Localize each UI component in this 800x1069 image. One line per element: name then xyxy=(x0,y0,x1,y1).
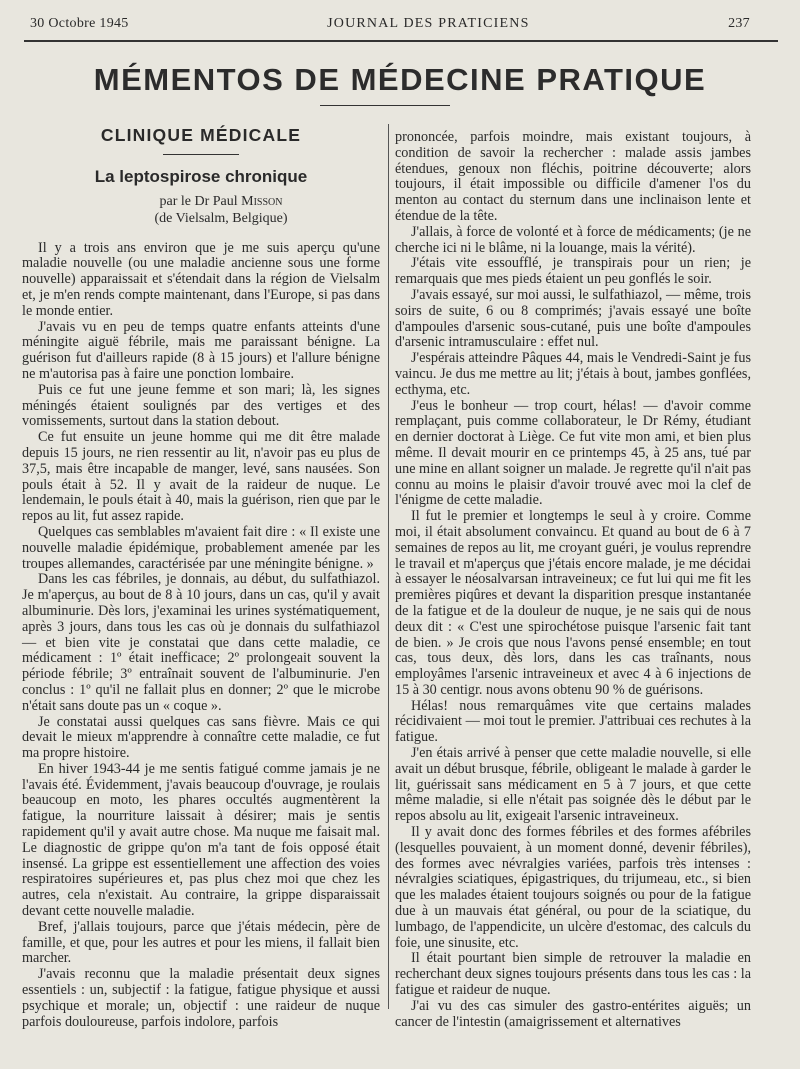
issue-date: 30 Octobre 1945 xyxy=(30,16,129,31)
paragraph: Il était pourtant bien simple de retrouver la maladie en recherchant deux signes toujours présents dans tous les cas : la fatigue et raideur de nuque. xyxy=(395,950,751,999)
journal-name: JOURNAL DES PRATICIENS xyxy=(327,16,530,31)
column-divider xyxy=(388,124,389,1009)
paragraph: J'en étais arrivé à penser que cette maladie nouvelle, si elle avait un début brusque, fébrile, obligeant le malade à garder le lit, guérissait sans médicament en 5 à 7 jours, et que cette même maladie, si elle n'était pas soignée dès le début par le repos absolu au lit, exigeait l'arsenic intraveineux. xyxy=(395,745,751,825)
paragraph: J'avais vu en peu de temps quatre enfants atteints d'une méningite aiguë fébrile, mais me paraissant bénigne. La guérison fut d'ailleurs rapide (8 à 15 jours) et l'allure bénigne ne m'autorisa pas à faire une ponction lombaire. xyxy=(22,318,380,382)
paragraph: Ce fut ensuite un jeune homme qui me dit être malade depuis 15 jours, ne rien ressentir au lit, n'avoir pas eu plus de 37,5, mais être incapable de manger, levé, sans nausées. Son pouls était à 52. Il y avait de la raideur de nuque. Le lendemain, le pouls était à 40, mais la guérison, rien que par le repos au lit, fut assez rapide. xyxy=(22,429,380,525)
paragraph-continued: prononcée, parfois moindre, mais existant toujours, à condition de savoir la rechercher : malade assis jambes étendues, genoux non fléchis, poitrine découverte; alors toujours, il était impossible ou difficile d'amener l'os du menton au contact du sternum dans une inclinaison lente et étendue de la tête. xyxy=(395,129,751,224)
byline-spacer xyxy=(22,227,380,241)
header-rule xyxy=(24,40,778,42)
running-head xyxy=(30,16,750,32)
left-column xyxy=(22,125,380,1030)
article-title: La leptospirose chronique xyxy=(94,166,308,186)
paragraph: Quelques cas semblables m'avaient fait dire : « Il existe une nouvelle maladie épidémique, probablement amenée par les troupes allemandes, caractérisée par une méningite bénigne. » xyxy=(22,523,380,572)
paragraph: J'avais essayé, sur moi aussi, le sulfathiazol, — même, trois soirs de suite, 6 ou 8 comprimés; j'avais essayé une boîte d'ampoules d'arsenic sous-cutané, puis une boîte d'ampoules d'arsenic intramusculaire : effet nul. xyxy=(395,286,751,351)
rubric-rule xyxy=(163,154,239,155)
author-affiliation: (de Vielsalm, Belgique) xyxy=(154,210,288,226)
paragraph: Bref, j'allais toujours, parce que j'étais médecin, père de famille, et que, pour les autres et pour les miens, il fallait bien marcher. xyxy=(22,918,380,967)
paragraph: Hélas! nous remarquâmes vite que certains malades récidivaient — moi tout le premier. J'attribuai ces rechutes à la fatigue. xyxy=(395,697,751,746)
paragraph: J'ai vu des cas simuler des gastro-entérites aiguës; un cancer de l'intestin (amaigrissement et alternatives xyxy=(395,997,751,1030)
paragraph: J'étais vite essoufflé, je transpirais pour un rien; je remarquais que mes pieds étaient un peu gonflés le soir. xyxy=(395,255,751,288)
section-title-rule xyxy=(320,105,450,106)
right-column xyxy=(395,130,751,1030)
paragraph: Il y a trois ans environ que je me suis aperçu qu'une maladie nouvelle (ou une maladie ancienne sous une forme nouvelle) apparaissait et s'étendait dans la région de Vielsalm et, je m'en rends compte maintenant, dans l'Europe, si pas dans le monde entier. xyxy=(22,239,380,319)
paragraph: Il fut le premier et longtemps le seul à y croire. Comme moi, il était absolument convaincu. Et quand au bout de 6 à 7 semaines de repos au lit, me croyant guéri, je voulus reprendre le travail et m'aperçus que j'étais encore malade, je me décidai à essayer le néosalvarsan intraveineux; ce fut lui qui me fit les premières piqûres et devant la disparition presque instantanée de la fatigue et de la douleur de nuque, je ne sais qui de nous deux dit : « C'est une spirochétose puisque l'arsenic fait tant de bien. » Je crois que nous l'avons pensé ensemble; en tout cas, tous deux, dès lors, dans les cas traînants, nous employâmes l'arsenic intraveineux et avec 4 à 6 injections de 15 à 30 centigr. nous avons obtenu 90 % de guérisons. xyxy=(395,508,751,698)
paragraph: En hiver 1943-44 je me sentis fatigué comme jamais je ne l'avais été. Évidemment, j'avais beaucoup d'ouvrage, je roulais beaucoup en moto, les phares occultés augmentèrent la fatigue, la nourriture laissait à désirer; mais je sentis rapidement qu'il y avait autre chose. Ma nuque me faisait mal. Le diagnostic de grippe qu'on m'a tant de fois opposé était insensé. La grippe est essentiellement une affection des voies respiratoires supérieures et, pas plus chez moi que chez les autres, cela n'existait. Au contraire, la grippe disparaissait devant cette nouvelle maladie. xyxy=(22,760,380,920)
paragraph: Puis ce fut une jeune femme et son mari; là, les signes méningés étaient soulignés par des vertiges et des vomissements, surtout dans la station debout. xyxy=(22,381,380,430)
author-surname: Misson xyxy=(241,193,283,209)
rubric-heading: CLINIQUE MÉDICALE xyxy=(100,125,302,145)
paragraph: J'allais, à force de volonté et à force de médicaments; (je ne cherche ici ni le blâme, ni la louange, mais la vérité). xyxy=(395,223,751,256)
byline-prefix: par le Dr Paul xyxy=(159,193,242,209)
page-number: 237 xyxy=(728,16,750,31)
paragraph: J'avais reconnu que la maladie présentait deux signes essentiels : un, subjectif : la fatigue, fatigue physique et aussi psychique et morale; un, objectif : une raideur de nuque parfois douloureuse, parfois indolore, parfois xyxy=(22,966,380,1030)
paragraph: J'eus le bonheur — trop court, hélas! — d'avoir comme remplaçant, puis comme collaborateur, le Dr Rémy, étudiant en dernier doctorat à Liège. Ce fut vite mon ami, et bien plus même. Il devait mourir en ce printemps 45, à 25 ans, tué par une mine en allant soigner un malade. Je regrette qu'il n'ait pas connu au moins le plaisir d'avoir trouvé avec moi la clef de l'énigme de cette maladie. xyxy=(395,397,751,509)
paragraph: Dans les cas fébriles, je donnais, au début, du sulfathiazol. Je m'aperçus, au bout de 8 à 10 jours, dans un cas, qu'il y avait albuminurie. Dès lors, j'examinai les urines systématiquement, après 3 jours, dans tous les cas où je donnais du sulfathiazol — et bien vite je constatai que dans cette maladie, ce médicament : 1º était inefficace; 2º prolongeait souvent la période fébrile; 3º entraînait souvent de l'albuminurie. J'en conclus : 1º qu'il ne fallait plus en donner; 2º que le microbe n'était sans doute pas un « coque ». xyxy=(22,571,380,714)
paragraph: Il y avait donc des formes fébriles et des formes afébriles (lesquelles pouvaient, à un moment donné, devenir fébriles), des formes avec névralgies variées, parfois très intenses : névralgies sciatiques, épigastriques, du trijumeau, etc., si bien que les malades étaient toujours soignés ou pour de la fatigue due à un mauvais état général, ou pour de la sciatique, du lumbago, de l'appendicite, un ulcère d'estomac, des calculs du foie, une sinusite, etc. xyxy=(395,824,751,951)
paragraph: Je constatai aussi quelques cas sans fièvre. Mais ce qui devait le mieux m'apprendre à connaître cette maladie, ce fut ma propre histoire. xyxy=(22,713,380,762)
byline xyxy=(62,193,380,227)
paragraph: J'espérais atteindre Pâques 44, mais le Vendredi-Saint je fus vaincu. Je dus me mettre au lit; j'étais à bout, jambes gonflées, ecthyma, etc. xyxy=(395,350,751,398)
section-title: MÉMENTOS DE MÉDECINE PRATIQUE xyxy=(93,62,707,97)
